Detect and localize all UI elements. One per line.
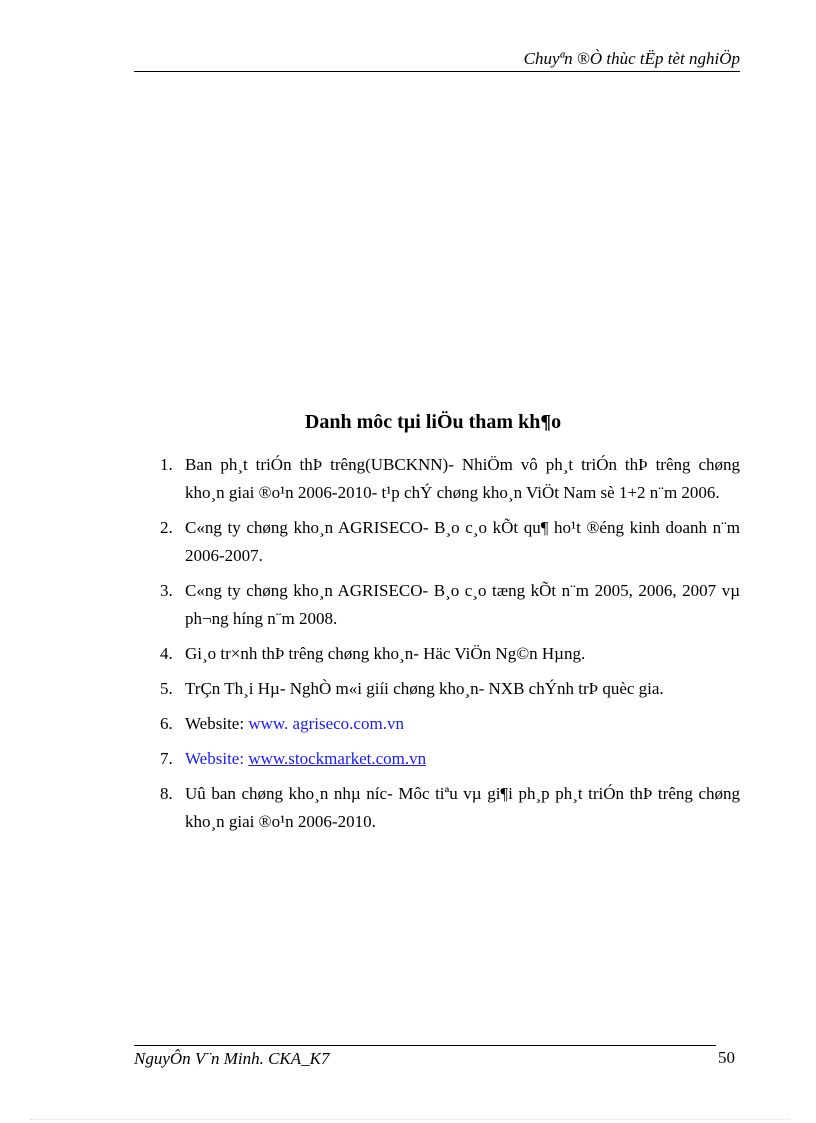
reference-number: 2. xyxy=(160,518,173,537)
reference-item xyxy=(160,451,740,507)
reference-text xyxy=(185,745,740,773)
reference-text: Uû ban chøng kho¸n nhµ níc- Môc tiªu vµ gi¶i ph¸p ph¸t triÓn thÞ trêng chøng kho¸n giai ®o¹n 2006-2010. xyxy=(185,784,740,831)
running-header: Chuyªn ®Ò thùc tËp tèt nghiÖp xyxy=(523,49,740,68)
website-label: Website: xyxy=(185,714,249,733)
reference-text: TrÇn Th¸i Hµ- NghÒ m«i giíi chøng kho¸n- NXB chÝnh trÞ quèc gia. xyxy=(185,679,664,698)
reference-item xyxy=(160,577,740,633)
reference-number: 4. xyxy=(160,644,173,663)
reference-number: 8. xyxy=(160,784,173,803)
page-number: 50 xyxy=(718,1048,735,1067)
footer-divider xyxy=(134,1045,716,1046)
reference-list xyxy=(160,451,740,843)
reference-text: C«ng ty chøng kho¸n AGRISECO- B¸o c¸o kÕt qu¶ ho¹t ®éng kinh doanh n¨m 2006-2007. xyxy=(185,518,740,565)
website-label: Website: xyxy=(185,749,249,768)
page-title: Danh môc tµi liÖu tham kh¶o xyxy=(304,411,562,433)
page-edge-divider xyxy=(30,1119,790,1120)
reference-text: C«ng ty chøng kho¸n AGRISECO- B¸o c¸o tæng kÕt n¨m 2005, 2006, 2007 vµ ph¬ng híng n¨m 2008. xyxy=(185,581,740,628)
reference-item xyxy=(160,514,740,570)
reference-number: 1. xyxy=(160,455,173,474)
reference-item xyxy=(160,745,740,773)
reference-item xyxy=(160,780,740,836)
reference-text: Ban ph¸t triÓn thÞ trêng(UBCKNN)- NhiÖm vô ph¸t triÓn thÞ trêng chøng kho¸n giai ®o¹n 2006-2010- t¹p chÝ chøng kho¸n ViÖt Nam sè 1+2 n¨m 2006. xyxy=(185,455,740,502)
reference-number: 5. xyxy=(160,679,173,698)
website-link-agriseco[interactable]: www. agriseco.com.vn xyxy=(248,714,404,733)
reference-item xyxy=(160,675,740,703)
footer-author: NguyÔn V¨n Minh. CKA_K7 xyxy=(134,1049,330,1068)
reference-number: 7. xyxy=(160,749,173,768)
reference-number: 3. xyxy=(160,581,173,600)
reference-item xyxy=(160,710,740,738)
reference-item xyxy=(160,640,740,668)
reference-text: Gi¸o tr×nh thÞ trêng chøng kho¸n- Häc ViÖn Ng©n Hµng. xyxy=(185,644,586,663)
header-divider xyxy=(134,71,740,72)
reference-number: 6. xyxy=(160,714,173,733)
website-link-stockmarket[interactable]: www.stockmarket.com.vn xyxy=(248,749,427,768)
reference-text xyxy=(185,710,740,738)
